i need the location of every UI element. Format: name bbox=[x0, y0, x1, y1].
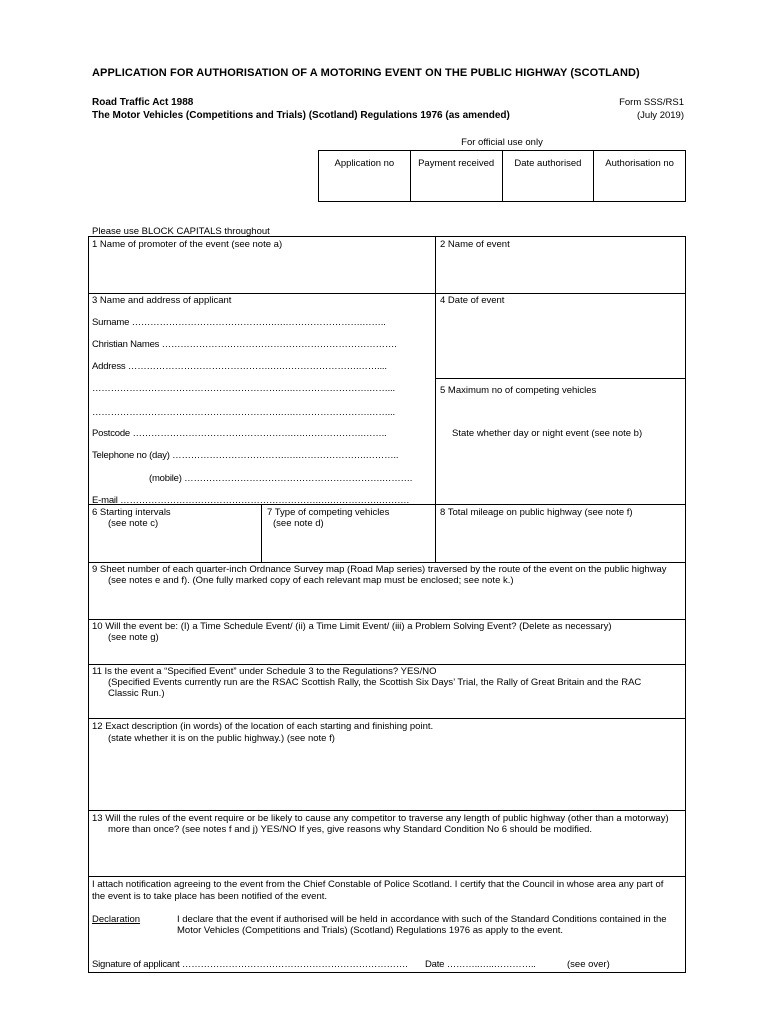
declaration-text-line-2: Motor Vehicles (Competitions and Trials) (Scotland) Regulations 1976 as apply to the event. bbox=[177, 925, 564, 936]
field-3-applicant-label: 3 Name and address of applicant bbox=[92, 295, 232, 306]
field-9-map-sheets-label: 9 Sheet number of each quarter-inch Ordnance Survey map (Road Map series) traversed by the route of the event on the public highway bbox=[92, 564, 667, 575]
field-7-vehicle-type-label: 7 Type of competing vehicles bbox=[267, 507, 390, 518]
address-line-3-field[interactable]: …………………………………………………….….…………………….……... bbox=[92, 407, 395, 418]
field-11-specified-event-label: 11 Is the event a “Specified Event” under Schedule 3 to the Regulations? YES/NO bbox=[92, 666, 437, 677]
field-13-note: more than once? (see notes f and j) YES/NO If yes, give reasons why Standard Condition No 6 should be modified. bbox=[108, 824, 593, 835]
date-field[interactable]: Date ………..…..………….. bbox=[425, 959, 536, 970]
field-13-traverse-label: 13 Will the rules of the event require or be likely to cause any competitor to traverse any length of public highway (other than a motorway) bbox=[92, 813, 669, 824]
divider bbox=[89, 810, 685, 811]
official-authorisation-no[interactable]: Authorisation no bbox=[593, 151, 685, 201]
divider bbox=[89, 562, 685, 563]
form-number: Form SSS/RS1 bbox=[619, 97, 684, 108]
attach-notification-line-1: I attach notification agreeing to the event from the Chief Constable of Police Scotland. I certify that the Council in whose area any part of bbox=[92, 879, 664, 890]
act-line-2: The Motor Vehicles (Competitions and Trials) (Scotland) Regulations 1976 (as amended) bbox=[92, 110, 510, 121]
official-use-table bbox=[318, 150, 686, 202]
field-12-note: (state whether it is on the public highway.) (see note f) bbox=[108, 733, 335, 744]
field-8-mileage-label: 8 Total mileage on public highway (see note f) bbox=[440, 507, 633, 518]
application-form-frame bbox=[88, 236, 686, 973]
telephone-day-field[interactable]: Telephone no (day) ……………………………….….………………….……….. bbox=[92, 450, 399, 461]
field-6-starting-intervals-label: 6 Starting intervals bbox=[92, 507, 171, 518]
divider bbox=[89, 619, 685, 620]
field-6-note: (see note c) bbox=[108, 518, 159, 529]
field-11-note-line-2: Classic Run.) bbox=[108, 688, 165, 699]
field-9-note: (see notes e and f). (One fully marked copy of each relevant map must be enclosed; see note k.) bbox=[108, 575, 514, 586]
block-capitals-instruction: Please use BLOCK CAPITALS throughout bbox=[92, 226, 270, 237]
signature-field[interactable]: Signature of applicant ………………………………………………………………. bbox=[92, 959, 408, 970]
divider bbox=[89, 876, 685, 877]
column-divider bbox=[261, 504, 262, 562]
official-application-no[interactable]: Application no bbox=[334, 158, 395, 169]
form-reference bbox=[619, 96, 684, 122]
declaration-label bbox=[92, 914, 140, 926]
official-use-label: For official use only bbox=[461, 137, 543, 148]
see-over-note: (see over) bbox=[567, 959, 610, 970]
field-4-date-label: 4 Date of event bbox=[440, 295, 505, 306]
address-field[interactable]: Address ……………………………………….….…………………….…….... bbox=[92, 361, 387, 372]
field-10-note: (see note g) bbox=[108, 632, 159, 643]
official-date-authorised[interactable]: Date authorised bbox=[502, 151, 594, 201]
telephone-mobile-field[interactable]: (mobile) ……………………………………………………….………. bbox=[149, 473, 413, 484]
field-5-max-vehicles-label: 5 Maximum no of competing vehicles bbox=[440, 385, 597, 396]
form-title: APPLICATION FOR AUTHORISATION OF A MOTORING EVENT ON THE PUBLIC HIGHWAY (SCOTLAND) bbox=[92, 67, 640, 79]
act-line-1: Road Traffic Act 1988 bbox=[92, 97, 194, 108]
official-payment-received[interactable]: Payment received bbox=[410, 151, 502, 201]
divider bbox=[89, 293, 685, 294]
field-7-note: (see note d) bbox=[273, 518, 324, 529]
postcode-field[interactable]: Postcode …………………………………………….….……………….…….. bbox=[92, 428, 387, 439]
act-reference bbox=[92, 96, 510, 122]
surname-field[interactable]: Surname ……………………………………….….…………………….…….. bbox=[92, 317, 386, 328]
attach-notification-line-2: the event is to take place has been notified of the event. bbox=[92, 891, 328, 902]
column-divider bbox=[435, 237, 436, 562]
email-field[interactable]: E-mail ……………………………………………………….….…………….………. bbox=[92, 495, 409, 506]
field-11-note-line-1: (Specified Events currently run are the RSAC Scottish Rally, the Scottish Six Days’ Trial, the Rally of Great Britain and the RAC bbox=[108, 677, 642, 688]
divider bbox=[89, 718, 685, 719]
divider bbox=[89, 664, 685, 665]
field-10-event-type-label: 10 Will the event be: (I) a Time Schedule Event/ (ii) a Time Limit Event/ (iii) a Problem Solving Event? (Delete as necessary) bbox=[92, 621, 612, 632]
field-1-promoter-label: 1 Name of promoter of the event (see note a) bbox=[92, 239, 283, 250]
field-12-location-label: 12 Exact description (in words) of the location of each starting and finishing point. bbox=[92, 721, 434, 732]
declaration-label-text: Declaration bbox=[92, 914, 141, 925]
declaration-text-line-1: I declare that the event if authorised will be held in accordance with such of the Standard Conditions contained in the bbox=[177, 914, 667, 925]
christian-names-field[interactable]: Christian Names …………………………………………………………………. bbox=[92, 339, 397, 350]
day-night-label: State whether day or night event (see note b) bbox=[452, 428, 643, 439]
field-2-event-name-label: 2 Name of event bbox=[440, 239, 510, 250]
divider bbox=[435, 378, 686, 379]
address-line-2-field[interactable]: …………………………………………………….….…………………….……... bbox=[92, 383, 395, 394]
form-date: (July 2019) bbox=[637, 110, 684, 121]
